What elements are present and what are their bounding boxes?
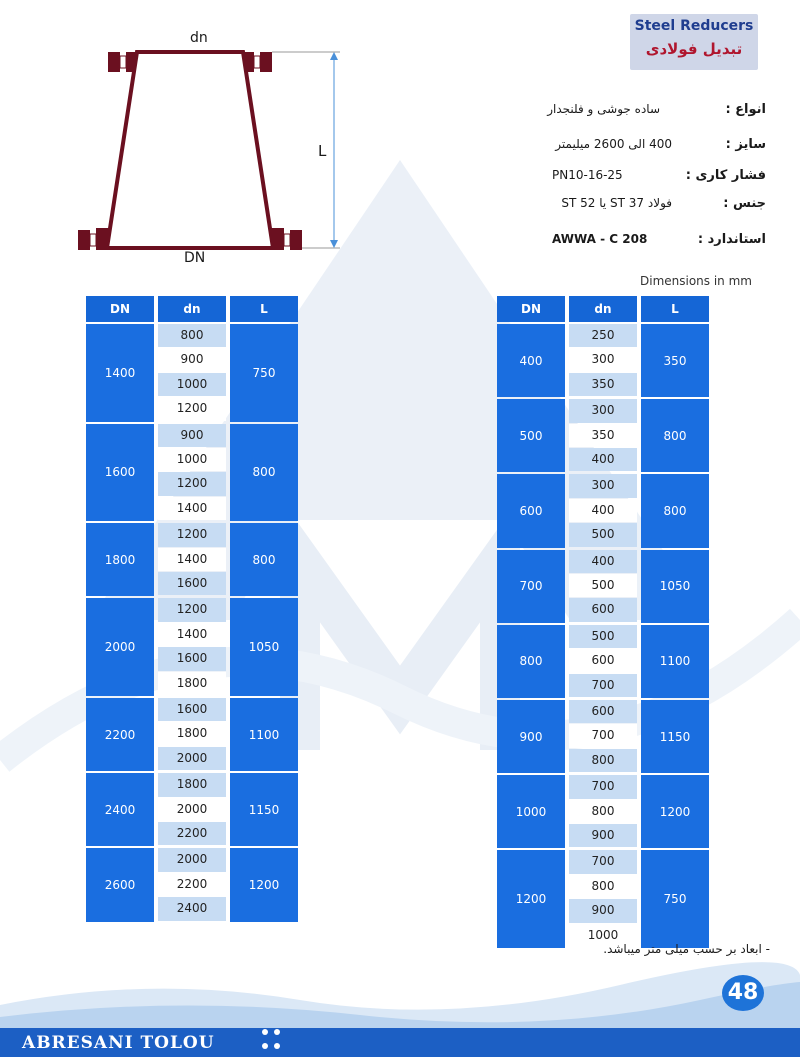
table-cell-L: 800	[641, 474, 709, 547]
table-cell-dn: 2000	[158, 848, 226, 871]
table-cell-dn: 300	[569, 348, 637, 371]
table-cell-dn: 500	[569, 523, 637, 546]
page-number: 48	[722, 975, 764, 1011]
footer-dots-icon	[255, 1024, 305, 1057]
table-cell-dn: 250	[569, 324, 637, 347]
table-cell-L: 1200	[641, 775, 709, 848]
table-cell-DN: 500	[497, 399, 565, 472]
table-header-dn: dn	[569, 296, 637, 322]
table-cell-L: 800	[641, 399, 709, 472]
table-cell-DN: 1800	[86, 523, 154, 596]
table-cell-DN: 2000	[86, 598, 154, 696]
table-cell-DN: 2400	[86, 773, 154, 846]
table-cell-dn: 900	[158, 424, 226, 447]
table-cell-dn: 700	[569, 775, 637, 798]
table-cell-DN: 700	[497, 550, 565, 623]
table-cell-dn: 800	[569, 800, 637, 823]
table-cell-dn: 900	[158, 348, 226, 371]
table-cell-dn: 600	[569, 700, 637, 723]
table-cell-DN: 900	[497, 700, 565, 773]
table-cell-dn: 2200	[158, 822, 226, 845]
table-cell-dn: 300	[569, 399, 637, 422]
table-cell-dn: 800	[569, 875, 637, 898]
table-cell-DN: 1600	[86, 424, 154, 522]
spec-label: جنس :	[723, 196, 766, 211]
spec-value: فولاد ST 37 یا ST 52	[561, 196, 672, 210]
table-cell-DN: 2600	[86, 848, 154, 921]
table-cell-dn: 2200	[158, 873, 226, 896]
spec-value: ساده جوشی و فلنجدار	[547, 102, 660, 116]
drawing-dn-label: dn	[190, 30, 208, 46]
wave-decoration	[0, 955, 800, 1030]
table-cell-DN: 800	[497, 625, 565, 698]
table-cell-dn: 1800	[158, 672, 226, 695]
table-cell-dn: 1400	[158, 548, 226, 571]
table-cell-dn: 800	[158, 324, 226, 347]
spec-value: AWWA - C 208	[552, 232, 648, 246]
drawing-DN-label: DN	[184, 250, 206, 266]
spec-value: PN10-16-25	[552, 168, 623, 182]
table-cell-dn: 700	[569, 724, 637, 747]
table-cell-dn: 2000	[158, 747, 226, 770]
title-english: Steel Reducers	[634, 18, 754, 34]
spec-label: انواع :	[725, 102, 766, 117]
table-cell-dn: 600	[569, 598, 637, 621]
spec-value: 400 الی 2600 میلیمتر	[555, 137, 672, 151]
table-cell-L: 1100	[230, 698, 298, 771]
footnote: - ابعاد بر حسب میلی متر میباشد.	[603, 942, 770, 956]
table-cell-dn: 1200	[158, 523, 226, 546]
table-cell-dn: 900	[569, 824, 637, 847]
table-cell-L: 750	[230, 324, 298, 422]
table-cell-L: 800	[230, 523, 298, 596]
table-cell-L: 1200	[230, 848, 298, 921]
table-cell-dn: 1200	[158, 472, 226, 495]
spec-label: استاندارد :	[697, 232, 766, 247]
table-cell-dn: 700	[569, 850, 637, 873]
table-cell-dn: 900	[569, 899, 637, 922]
title-persian: تبدیل فولادی	[645, 40, 743, 58]
table-cell-L: 350	[641, 324, 709, 397]
table-cell-dn: 1000	[158, 373, 226, 396]
table-cell-dn: 300	[569, 474, 637, 497]
table-cell-dn: 350	[569, 424, 637, 447]
table-cell-dn: 1600	[158, 647, 226, 670]
table-cell-dn: 1200	[158, 397, 226, 420]
table-header-L: L	[641, 296, 709, 322]
table-cell-DN: 600	[497, 474, 565, 547]
table-cell-dn: 350	[569, 373, 637, 396]
spec-label: سایز :	[725, 137, 766, 152]
table-cell-dn: 1400	[158, 497, 226, 520]
table-cell-dn: 500	[569, 625, 637, 648]
spec-label: فشار کاری :	[685, 168, 766, 183]
table-cell-dn: 2400	[158, 897, 226, 920]
table-cell-dn: 1000	[158, 448, 226, 471]
table-cell-dn: 400	[569, 550, 637, 573]
table-cell-DN: 1000	[497, 775, 565, 848]
table-cell-dn: 1800	[158, 722, 226, 745]
table-cell-dn: 400	[569, 448, 637, 471]
table-cell-dn: 700	[569, 674, 637, 697]
table-cell-dn: 1200	[158, 598, 226, 621]
table-cell-dn: 1000	[569, 924, 637, 947]
drawing-L-label: L	[318, 142, 327, 160]
reducer-drawing	[70, 30, 360, 275]
table-cell-dn: 2000	[158, 798, 226, 821]
table-cell-dn: 1600	[158, 698, 226, 721]
table-cell-dn: 800	[569, 749, 637, 772]
table-cell-L: 800	[230, 424, 298, 522]
table-cell-L: 1150	[230, 773, 298, 846]
table-cell-DN: 2200	[86, 698, 154, 771]
table-cell-dn: 600	[569, 649, 637, 672]
dimensions-note: Dimensions in mm	[640, 274, 752, 288]
table-cell-dn: 1400	[158, 623, 226, 646]
table-cell-L: 1100	[641, 625, 709, 698]
table-header-L: L	[230, 296, 298, 322]
table-cell-dn: 400	[569, 499, 637, 522]
table-cell-DN: 1200	[497, 850, 565, 948]
table-header-DN: DN	[497, 296, 565, 322]
table-cell-L: 1150	[641, 700, 709, 773]
table-cell-dn: 500	[569, 574, 637, 597]
table-cell-dn: 1800	[158, 773, 226, 796]
table-cell-DN: 400	[497, 324, 565, 397]
table-cell-L: 1050	[641, 550, 709, 623]
table-cell-DN: 1400	[86, 324, 154, 422]
table-cell-dn: 1600	[158, 572, 226, 595]
table-cell-L: 1050	[230, 598, 298, 696]
footer-brand: ABRESANI TOLOU	[22, 1033, 215, 1053]
table-header-dn: dn	[158, 296, 226, 322]
table-header-DN: DN	[86, 296, 154, 322]
table-cell-L: 750	[641, 850, 709, 948]
